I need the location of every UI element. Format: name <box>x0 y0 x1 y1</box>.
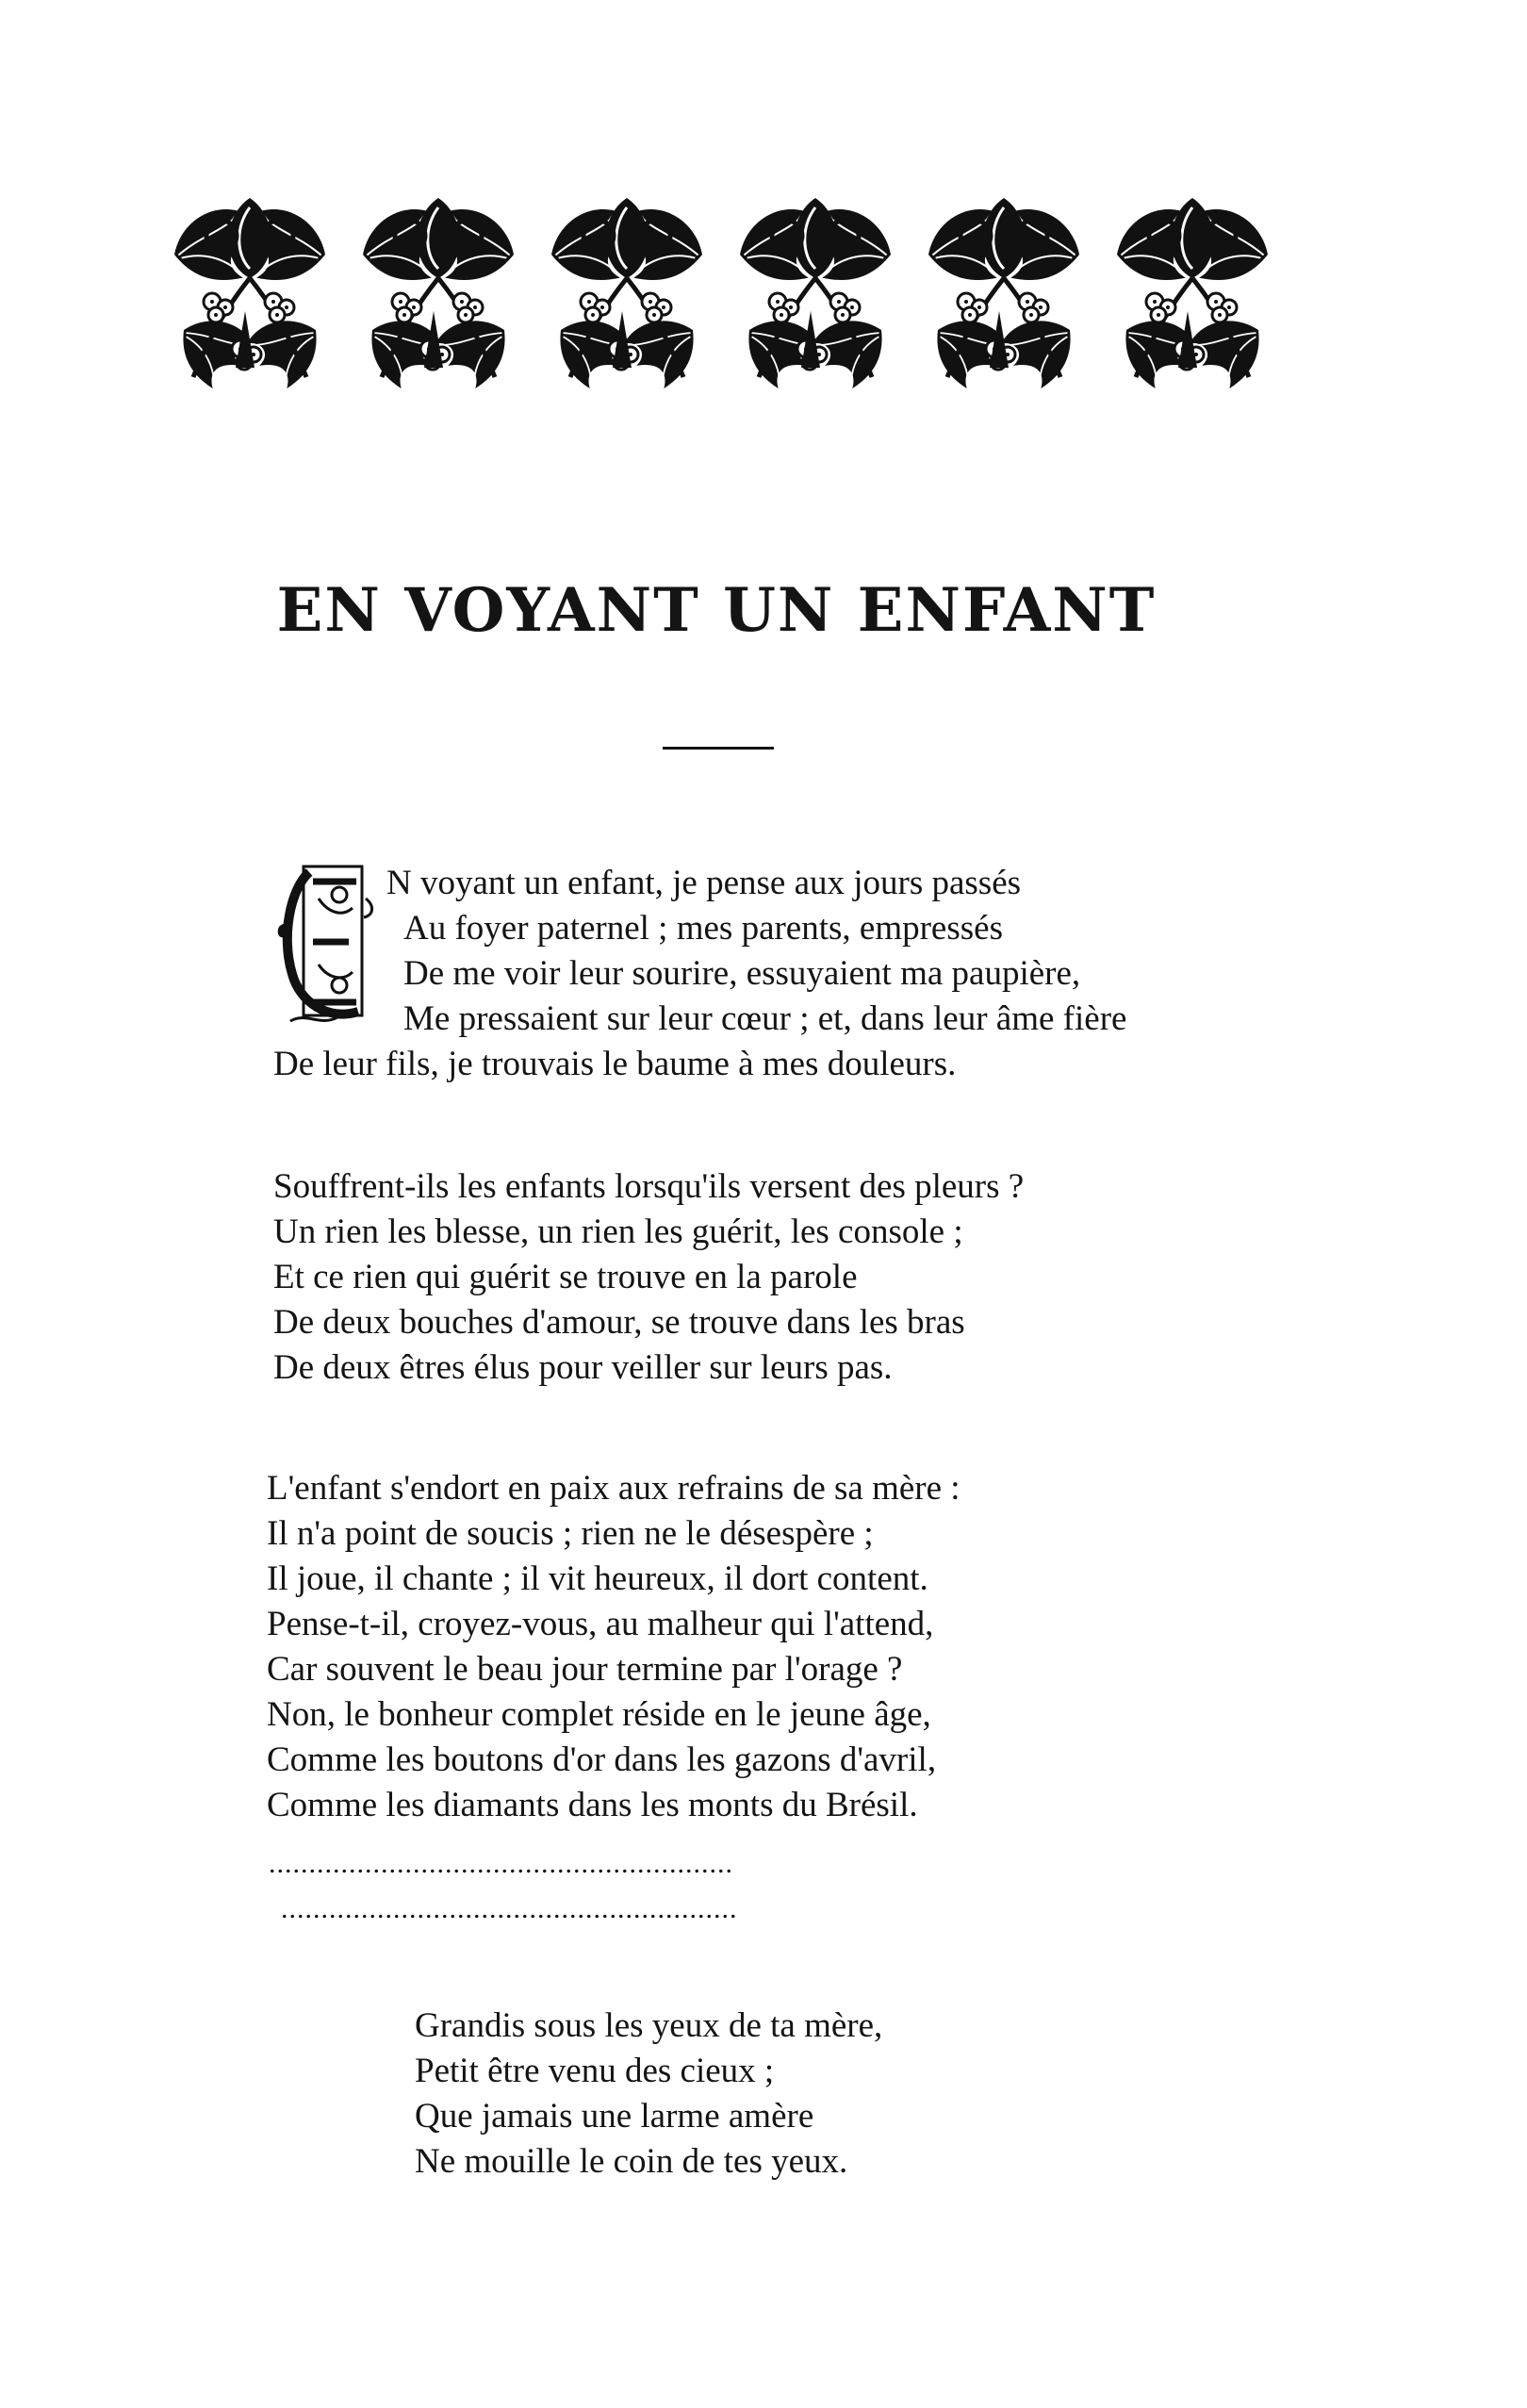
verse-line: Souffrent-ils les enfants lorsqu'ils versent des pleurs ? <box>273 1167 1025 1206</box>
ellipsis-row: .......................................................... <box>269 1848 733 1879</box>
verse-line: Grandis sous les yeux de ta mère, <box>415 2006 883 2045</box>
verse-line: Comme les diamants dans les monts du Brésil. <box>267 1786 918 1824</box>
poem-title: EN VOYANT UN ENFANT <box>276 575 1157 646</box>
ellipsis-row: ......................................................... <box>281 1893 738 1924</box>
verse-line: De deux bouches d'amour, se trouve dans les bras <box>273 1303 965 1342</box>
verse-line: Que jamais une larme amère <box>415 2097 814 2136</box>
verse-line: Pense-t-il, croyez-vous, au malheur qui l'attend, <box>267 1605 934 1643</box>
verse-line: Il joue, il chante ; il vit heureux, il dort content. <box>267 1559 928 1598</box>
stanza-2 <box>273 1164 1024 1391</box>
floral-headpiece-ornament <box>156 189 1287 401</box>
verse-line: Au foyer paternel ; mes parents, empressés <box>403 909 1003 948</box>
verse-line: Me pressaient sur leur cœur ; et, dans leur âme fière <box>403 999 1127 1038</box>
verse-line: Un rien les blesse, un rien les guérit, les console ; <box>273 1212 963 1251</box>
verse-line: N voyant un enfant, je pense aux jours passés <box>386 864 1022 902</box>
verse-line: Non, le bonheur complet réside en le jeune âge, <box>267 1695 931 1734</box>
verse-line: Car souvent le beau jour termine par l'orage ? <box>267 1650 903 1689</box>
verse-line: De leur fils, je trouvais le baume à mes douleurs. <box>273 1045 957 1083</box>
verse-line: Ne mouille le coin de tes yeux. <box>415 2142 848 2181</box>
verse-line: Et ce rien qui guérit se trouve en la parole <box>273 1258 858 1296</box>
verse-line: De deux êtres élus pour veiller sur leurs pas. <box>273 1348 893 1387</box>
stanza-1 <box>273 861 1126 1087</box>
verse-line: De me voir leur sourire, essuyaient ma paupière, <box>403 954 1081 993</box>
verse-line: Il n'a point de soucis ; rien ne le désespère ; <box>267 1514 874 1553</box>
verse-line: Comme les boutons d'or dans les gazons d'avril, <box>267 1740 937 1779</box>
verse-line: L'enfant s'endort en paix aux refrains de sa mère : <box>267 1469 961 1508</box>
stanza-4 <box>415 2004 882 2185</box>
stanza-3 <box>267 1466 961 1828</box>
verse-line: Petit être venu des cieux ; <box>415 2052 775 2090</box>
title-rule <box>663 747 774 750</box>
